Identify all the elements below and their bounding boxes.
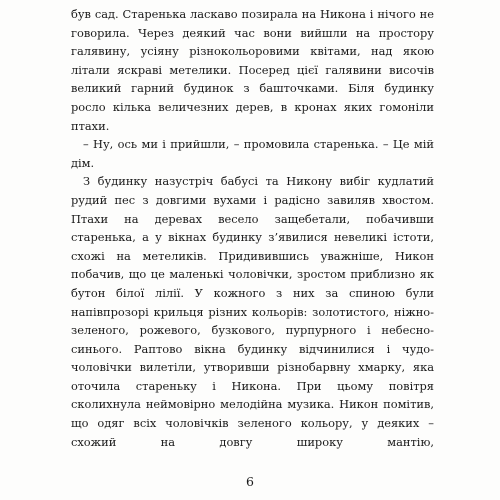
body-text xyxy=(71,5,434,451)
paragraph-3: З будинку назустріч бабусі та Никону вибіг кудлатий рудий пес з довгими вухами і радісно завиляв хвостом. Птахи на деревах весело защебетали, побачивши старенька, а у вікнах будинку з’явилися невеликі істоти, схожі на метеликів. Придивившись уважніше, Никон побачив, що це маленькі чоловічки, зростом приблизно як бутон білої лілії. У кожного з них за спиною були напівпрозорі крильця різних кольорів: золотистого, ніжно-зеленого, рожевого, бузкового, пурпурного і небесно-синього. Раптово вікна будинку відчинилися і чудо-чоловічки вилетіли, утворивши різнобарвну хмарку, яка оточила старенькy і Никона. При цьому повітря сколихнула неймовірно мелодійна музика. Никон помітив, що одяг всіх чоловічків зеленого кольору, у деяких – схожий на довгу широку мантію, xyxy=(71,174,434,449)
page-number: 6 xyxy=(246,474,254,489)
paragraph-2: – Ну, ось ми і прийшли, – промовила старенька. – Це мій дім. xyxy=(71,137,434,170)
paragraph-1: був сад. Старенька ласкаво позирала на Никона і нічого не говорила. Через деякий час вони вийшли на простору галявину, усіяну різнокольоровими квітами, над якою літали яскраві метелики. Посеред цієї галявини височів великий гарний будинок з башточками. Біля будинку росло кілька величезних дерев, в кронах яких гомоніли птахи. xyxy=(71,7,434,133)
